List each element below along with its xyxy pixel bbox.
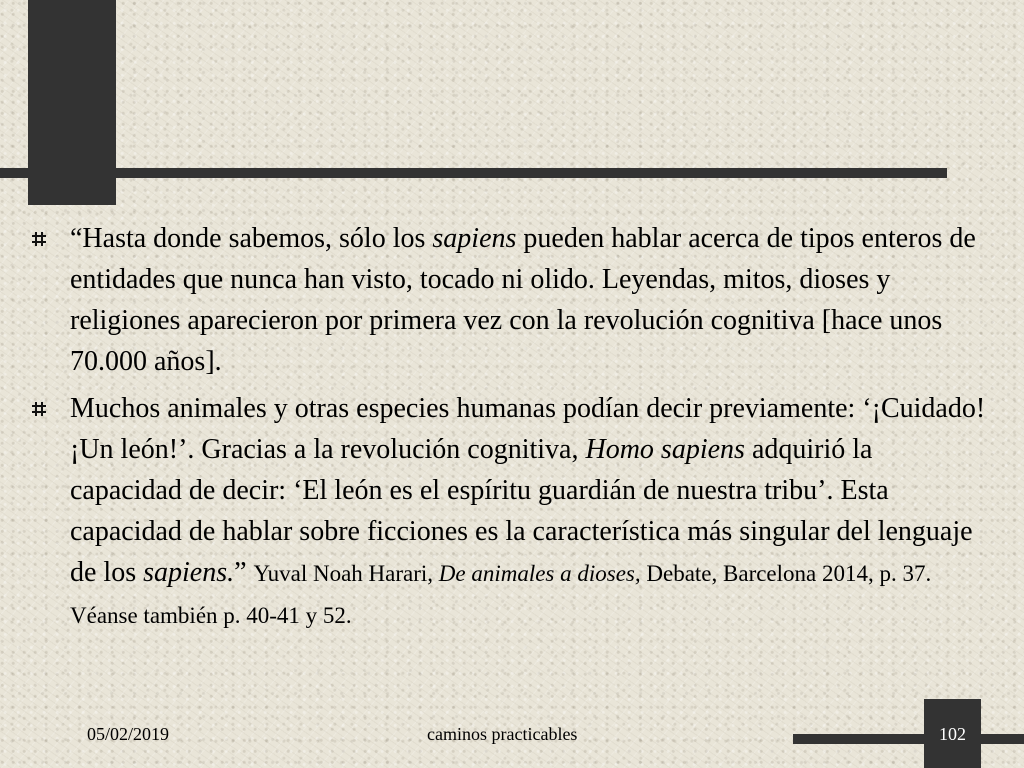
footer-date: 05/02/2019 bbox=[87, 724, 170, 744]
footer-title: caminos practicables bbox=[427, 724, 578, 744]
bullet-item-1 bbox=[30, 218, 990, 382]
bullet-text-segment-italic: Homo sapiens bbox=[585, 434, 745, 465]
citation-details: Debate, Barcelona 2014, p. 37. Véanse también p. 40-41 y 52. bbox=[70, 561, 932, 628]
bullet-text-segment-italic: sapiens bbox=[432, 223, 517, 254]
bullet-text-segment: “Hasta donde sabemos, sólo los bbox=[70, 223, 433, 254]
hash-bullet-icon bbox=[32, 232, 46, 246]
bullet-text-segment: Muchos animales y otras especies humanas podían decir previamente: ‘¡Cuidado! ¡Un león!’. Gracias a la revolución cognitiva, bbox=[70, 393, 986, 465]
bullet-item-2 bbox=[30, 388, 990, 636]
bullet-text-segment: pueden hablar acerca de tipos enteros de entidades que nunca han visto, tocado ni olido. Leyendas, mitos, dioses y religiones aparecieron por primera vez con la revolución cognitiva [hace unos 70.000 años]. bbox=[70, 223, 976, 377]
bullet-text-segment: adquirió la capacidad de decir: ‘El león es el espíritu guardián de nuestra tribu’. Esta capacidad de hablar sobre ficciones es la característica más singular del lenguaje de los bbox=[70, 434, 973, 588]
bullet-text-segment-italic: sapiens. bbox=[143, 557, 235, 588]
citation-author: Yuval Noah Harari, bbox=[253, 561, 439, 586]
bullet-text-segment: ” bbox=[234, 557, 254, 588]
hash-bullet-icon bbox=[32, 402, 46, 416]
page-number: 102 bbox=[939, 724, 966, 744]
decorative-rule-top bbox=[0, 168, 947, 178]
citation-book-title: De animales a dioses, bbox=[438, 561, 641, 586]
slide-body bbox=[30, 218, 990, 642]
decorative-rule-bottom bbox=[793, 734, 1024, 744]
